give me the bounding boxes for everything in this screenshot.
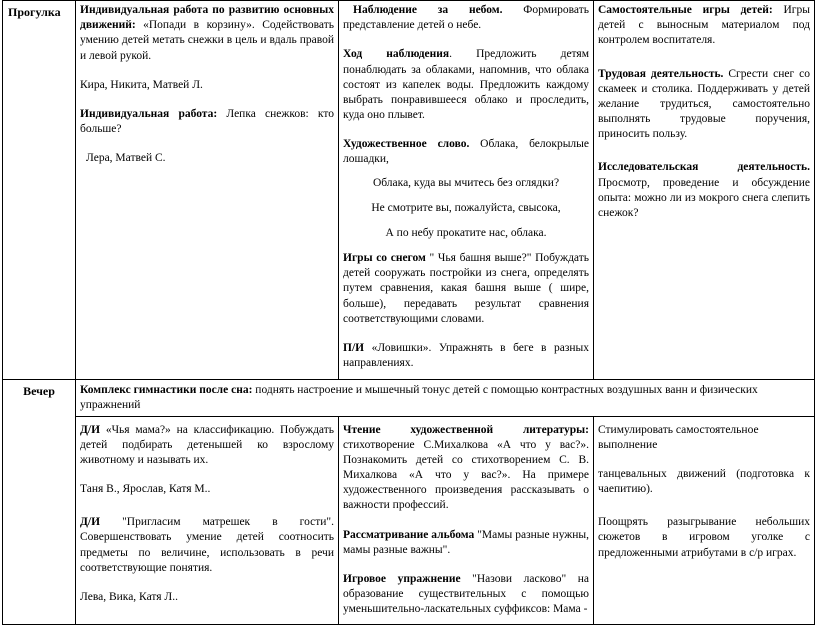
text: "Пригласим матрешек в гости". Совершенствовать умение детей соотносить предметы по величине, использовать в речи соответствующие понятия. [80,516,334,574]
bold-heading: Игры со снегом [343,252,426,265]
evening-col2-p3 [343,572,589,618]
bold-heading: Наблюдение за небом. [353,4,503,16]
evening-independent-cell [594,416,815,624]
walk-col1-children-1: Кира, Никита, Матвей Л. [80,78,203,91]
text: «Чья мама?» на классификацию. Побуждать детей подбирать детенышей ко взрослому животному и называть их. [80,423,334,466]
bold-heading: Д/И [80,423,101,436]
evening-col1-children-1: Таня В., Ярослав, Катя М.. [80,483,211,496]
evening-col1-p1 [80,423,334,469]
daily-plan-table [2,0,815,625]
text: Просмотр, проведение и обсуждение опыта: можно ли из мокрого снега слепить снежок? [598,176,810,219]
poem-line-3: А по небу прокатите нас, облака. [385,226,547,239]
bold-heading: Индивидуальная работа: [80,107,218,120]
evening-col2-p2 [343,528,589,558]
walk-col2-p3 [343,137,589,167]
text: Лепка снежков: кто больше? [80,107,334,136]
bold-heading: Комплекс гимнастики после сна: [80,384,253,397]
evening-games-cell [76,416,339,624]
walk-observation-cell [339,1,594,380]
walk-col1-p3 [80,107,334,137]
walk-col2-p1 [343,3,589,33]
walk-col1-p1 [80,3,334,64]
walk-label: Прогулка [3,1,76,380]
text: "Мамы разные нужны, мамы разные важны". [343,528,589,556]
evening-col1-children-2: Лева, Вика, Катя Л.. [80,590,178,603]
text: Формировать представление детей о небе. [343,4,589,32]
poem-line-2: Не смотрите вы, пожалуйста, свысока, [371,201,561,214]
bold-heading: Самостоятельные игры детей: [598,4,773,16]
evening-label: Вечер [3,380,76,624]
walk-col3-p1 [598,3,810,49]
bold-heading: П/И [343,341,365,354]
text: Игры детей с выносным материалом под контролем воспитателя. [598,4,810,47]
text: «Ловишки». Упражнять в беге в разных направлениях. [343,341,589,370]
text: стихотворение С.Михалкова «А что у вас?». Познакомить детей со стихотворением С. В. Михалкова «А что у вас?». На примере художественного произведения рассказывать о важности профессий. [343,438,589,512]
gymnastics-complex-cell [76,380,815,416]
evening-col2-p1 [343,423,589,514]
walk-independent-activity-cell [594,1,815,380]
text: " Чья башня выше?" Побуждать детей сооружать постройки из снега, определять путем сравнения, какая башня выше ( шире, больше), передавать результат сравнения соответствующими словами. [343,252,590,325]
walk-col3-p2 [598,67,810,143]
bold-heading: Чтение художественной литературы: [343,423,589,436]
walk-col1-children-2: Лера, Матвей С. [86,152,166,165]
evening-activities-row [3,416,815,624]
bold-heading: Трудовая деятельность. [598,67,724,80]
evening-col1-p3 [80,515,334,576]
text: Облака, белокрылые лошадки, [343,138,589,166]
bold-heading: Ход наблюдения [343,48,450,61]
evening-gymnastics-row [3,380,815,416]
walk-col2-p4 [343,251,589,327]
walk-individual-work-cell [76,1,339,380]
walk-col2-p2 [343,47,589,123]
walk-row [3,1,815,380]
bold-heading: Д/И [80,516,101,529]
walk-col2-p5 [343,341,589,371]
text: . Предложить детям понаблюдать за облаками, напомнив, что облака состоят из капелек воды. Предложить каждому выбрать понравившееся облако и проследить, куда оно плывет. [343,48,589,122]
bold-heading: Исследовательская деятельность. [598,161,810,174]
evening-col3-p3: Поощрять разыгрывание небольших сюжетов в игровом уголке с предложенными атрибутами в с/р играх. [598,516,810,559]
bold-heading: Игровое упражнение [343,572,461,585]
evening-reading-cell [339,416,594,624]
text: Сгрести снег со скамеек и столика. Поддерживать у детей желание трудиться, самостоятельно выполнять трудовые поручения, приносить пользу. [598,67,810,141]
poem-line-1: Облака, куда вы мчитесь без оглядки? [372,176,560,189]
bold-heading: Индивидуальная работа по развитию основных движений: [80,4,334,32]
evening-col3-p2: танцевальных движений (подготовка к чаепитию). [598,467,810,496]
bold-heading: Рассматривание альбома [343,528,475,541]
bold-heading: Художественное слово. [343,138,470,151]
walk-col3-p3 [598,160,810,221]
text: "Назови ласково" на образование существительных с помощью уменьшительно-ласкательных суффиксов: Мама - [343,572,589,616]
evening-col3-p1: Стимулировать самостоятельное выполнение [598,423,759,451]
text: поднять настроение и мышечный тонус детей с помощью контрастных воздушных ванн и физических упражнений [80,384,758,412]
text: «Попади в корзину». Содействовать умению детей метать снежки в цель и вдаль правой и левой рукой. [80,19,334,62]
